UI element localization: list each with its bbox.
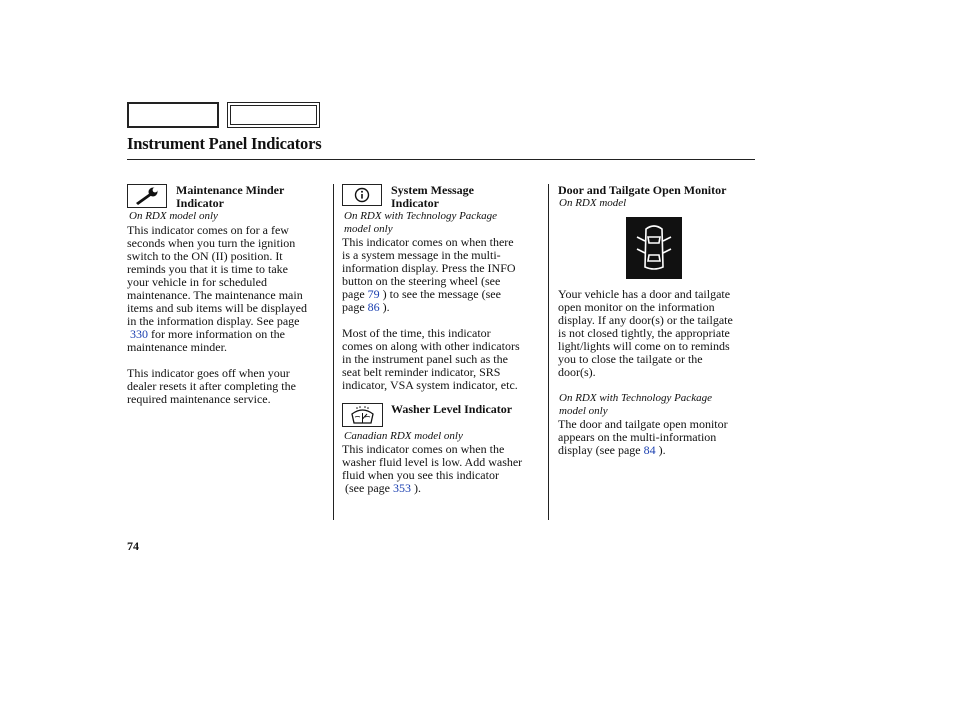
- text-fragment: ).: [413, 481, 421, 495]
- page-number: 74: [127, 539, 139, 553]
- text-line: your vehicle in for scheduled: [127, 275, 267, 289]
- system-message-heading-line2: Indicator: [391, 196, 439, 210]
- text-line: display. If any door(s) or the tailgate: [558, 313, 733, 327]
- washer-heading: Washer Level Indicator: [391, 402, 513, 416]
- door-monitor-heading: Door and Tailgate Open Monitor: [558, 183, 727, 197]
- text-line: [342, 482, 546, 495]
- text-line: This indicator comes on when the: [342, 442, 505, 456]
- page-link-86[interactable]: 86: [367, 300, 380, 314]
- door-monitor-body-paragraph: [558, 288, 756, 379]
- system-message-other-indicators-paragraph: [342, 327, 546, 392]
- text-line: seconds when you turn the ignition: [127, 236, 296, 250]
- page-link-353[interactable]: 353: [392, 481, 411, 495]
- text-line: maintenance. The maintenance main: [127, 288, 303, 302]
- washer-body-paragraph: [342, 443, 546, 495]
- text-line: This indicator comes on when there: [342, 235, 514, 249]
- maintenance-body-paragraph: [127, 224, 331, 354]
- washer-fluid-icon: [342, 403, 383, 427]
- text-line: in the information display. See page: [127, 314, 300, 328]
- text-line: Your vehicle has a door and tailgate: [558, 287, 731, 301]
- page-link-84[interactable]: 84: [643, 443, 656, 457]
- column-divider-2: [548, 184, 549, 520]
- info-circle-icon: [342, 184, 382, 206]
- text-line: items and sub items will be displayed: [127, 301, 307, 315]
- text-line: appears on the multi-information: [558, 430, 717, 444]
- system-message-note-line1: On RDX with Technology Package: [344, 210, 497, 222]
- text-line: switch to the ON (II) position. It: [127, 249, 283, 263]
- text-line: The door and tailgate open monitor: [558, 417, 728, 431]
- text-line: button on the steering wheel (see: [342, 274, 501, 288]
- text-line: indicator, VSA system indicator, etc.: [342, 378, 518, 392]
- nav-tab-box-2[interactable]: [227, 102, 320, 128]
- text-fragment: ) to see the message (see: [382, 287, 501, 301]
- text-line: Most of the time, this indicator: [342, 326, 491, 340]
- text-fragment: page: [342, 287, 365, 301]
- text-line: is a system message in the multi-: [342, 248, 501, 262]
- text-fragment: page: [342, 300, 365, 314]
- text-fragment: display (see page: [558, 443, 641, 457]
- maintenance-heading-line1: Maintenance Minder: [176, 183, 285, 197]
- car-door-open-icon: [626, 217, 682, 279]
- text-line: light/lights will come on to reminds: [558, 339, 730, 353]
- door-monitor-tech-note-line2: model only: [559, 405, 608, 417]
- text-line: reminds you that it is time to take: [127, 262, 288, 276]
- text-line: is not closed tightly, the appropriate: [558, 326, 730, 340]
- text-fragment: ).: [382, 300, 390, 314]
- text-line: comes on along with other indicators: [342, 339, 520, 353]
- text-line: seat belt reminder indicator, SRS: [342, 365, 501, 379]
- page-title: Instrument Panel Indicators: [127, 134, 322, 153]
- text-fragment: for more information on the: [151, 327, 285, 341]
- text-line: [558, 444, 756, 457]
- text-fragment: (see page: [345, 481, 390, 495]
- text-line: washer fluid level is low. Add washer: [342, 455, 523, 469]
- wrench-icon: [127, 184, 167, 208]
- system-message-note-line2: model only: [344, 223, 393, 235]
- text-line: fluid when you see this indicator: [342, 468, 499, 482]
- door-monitor-tech-paragraph: [558, 418, 756, 457]
- page-link-79[interactable]: 79: [367, 287, 380, 301]
- system-message-body-paragraph: [342, 236, 546, 314]
- text-line: in the instrument panel such as the: [342, 352, 508, 366]
- nav-tab-box-1[interactable]: [127, 102, 219, 128]
- text-line: door(s).: [558, 365, 596, 379]
- page-link-330[interactable]: 330: [130, 327, 148, 341]
- maintenance-model-note: On RDX model only: [129, 210, 218, 222]
- text-line: dealer resets it after completing the: [127, 379, 296, 393]
- washer-model-note: Canadian RDX model only: [344, 430, 463, 442]
- door-monitor-model-note: On RDX model: [559, 197, 627, 209]
- maintenance-reset-paragraph: [127, 367, 331, 406]
- text-line: you to close the tailgate or the: [558, 352, 703, 366]
- text-line: [342, 301, 546, 314]
- text-line: This indicator goes off when your: [127, 366, 290, 380]
- text-line: required maintenance service.: [127, 392, 271, 406]
- column-divider-1: [333, 184, 334, 520]
- title-divider: [127, 159, 755, 160]
- text-line: information display. Press the INFO: [342, 261, 516, 275]
- text-line: This indicator comes on for a few: [127, 223, 289, 237]
- text-fragment: ).: [658, 443, 666, 457]
- door-monitor-tech-note-line1: On RDX with Technology Package: [559, 392, 712, 404]
- text-line: open monitor on the information: [558, 300, 715, 314]
- system-message-heading-line1: System Message: [391, 183, 474, 197]
- text-line: maintenance minder.: [127, 340, 227, 354]
- maintenance-heading-line2: Indicator: [176, 196, 224, 210]
